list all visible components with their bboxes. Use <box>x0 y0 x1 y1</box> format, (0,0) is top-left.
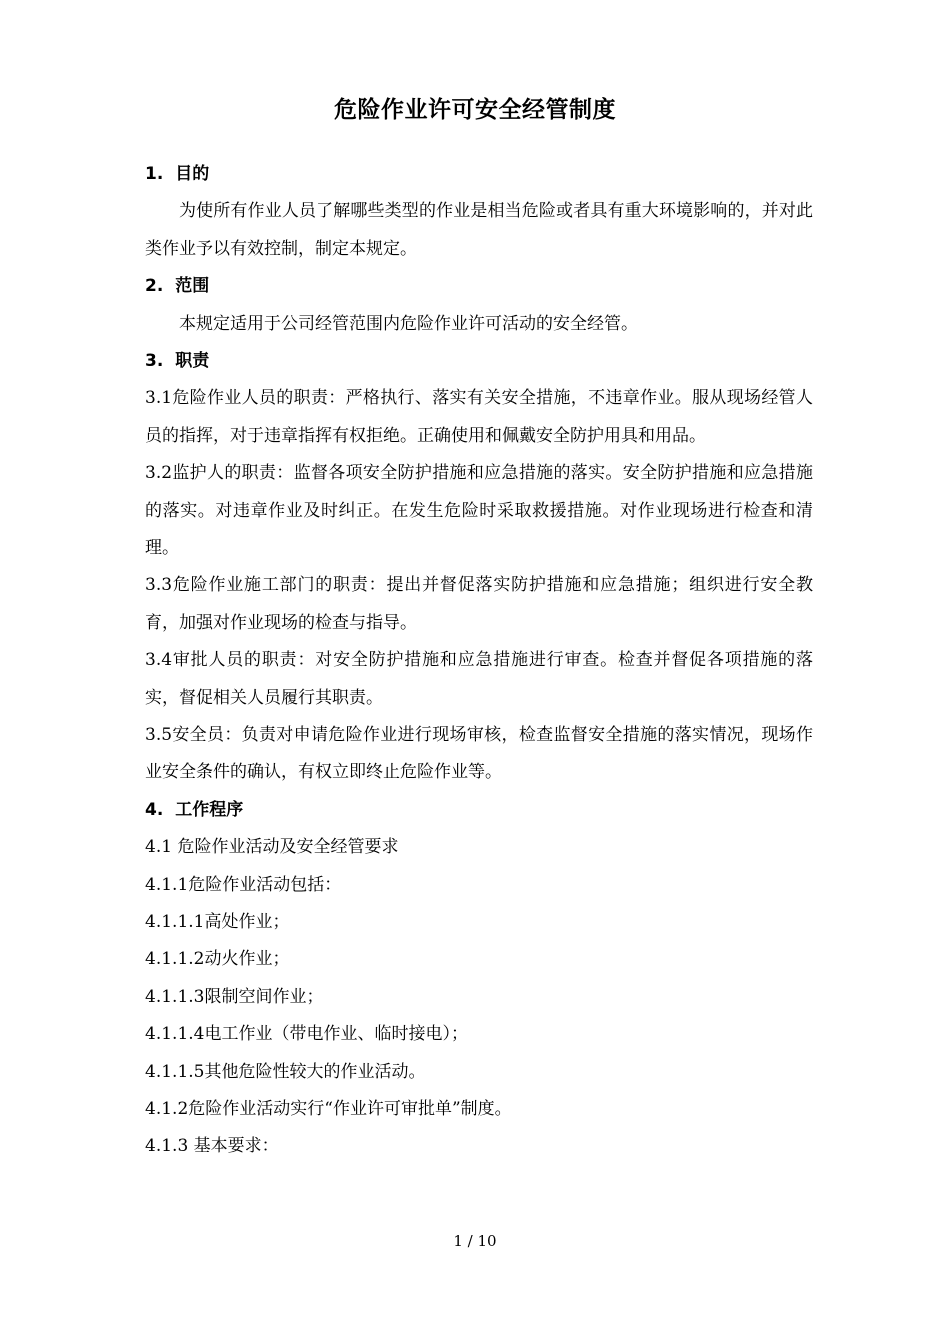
procedure-4-1-1-1: 4.1.1.1高处作业； <box>145 912 290 933</box>
section-heading-purpose <box>145 156 813 193</box>
section-heading-procedure <box>145 792 813 829</box>
procedure-4-1-3: 4.1.3 基本要求： <box>145 1136 279 1157</box>
section-title: 职责 <box>175 351 210 371</box>
section-number: 4. <box>145 799 164 820</box>
document-title: 危险作业许可安全经管制度 <box>334 97 616 123</box>
section-heading-responsibilities <box>145 343 813 380</box>
purpose-paragraph: 为使所有作业人员了解哪些类型的作业是相当危险或者具有重大环境影响的，并对此类作业予以有效控制，制定本规定。 <box>145 201 813 259</box>
procedure-4-1-1-4: 4.1.1.4电工作业（带电作业、临时接电）； <box>145 1024 468 1045</box>
scope-paragraph: 本规定适用于公司经管范围内危险作业许可活动的安全经管。 <box>179 313 638 334</box>
procedure-4-1-1-5: 4.1.1.5其他危险性较大的作业活动。 <box>145 1061 426 1082</box>
document-body <box>145 156 813 1166</box>
responsibility-3-5: 3.5安全员：负责对申请危险作业进行现场审核，检查监督安全措施的落实情况，现场作业安全条件的确认，有权立即终止危险作业等。 <box>145 725 813 783</box>
section-number: 2. <box>145 276 164 297</box>
procedure-4-1-2: 4.1.2危险作业活动实行“作业许可审批单”制度。 <box>145 1098 512 1119</box>
section-title: 目的 <box>175 164 210 184</box>
section-title: 范围 <box>175 276 210 297</box>
section-number: 3. <box>145 351 164 371</box>
responsibility-3-4: 3.4审批人员的职责：对安全防护措施和应急措施进行审查。检查并督促各项措施的落实，督促相关人员履行其职责。 <box>145 650 813 708</box>
procedure-4-1-1-2: 4.1.1.2动火作业； <box>145 949 290 970</box>
procedure-4-1-1-3: 4.1.1.3限制空间作业； <box>145 986 324 1007</box>
procedure-4-1-1: 4.1.1危险作业活动包括： <box>145 874 342 895</box>
responsibility-3-2: 3.2监护人的职责：监督各项安全防护措施和应急措施的落实。安全防护措施和应急措施的落实。对违章作业及时纠正。在发生危险时采取救援措施。对作业现场进行检查和清理。 <box>145 463 813 559</box>
section-title: 工作程序 <box>175 799 244 820</box>
responsibility-3-3: 3.3危险作业施工部门的职责：提出并督促落实防护措施和应急措施；组织进行安全教育，加强对作业现场的检查与指导。 <box>145 575 813 633</box>
section-heading-scope <box>145 268 813 305</box>
procedure-4-1: 4.1 危险作业活动及安全经管要求 <box>145 837 399 858</box>
responsibility-3-1: 3.1危险作业人员的职责：严格执行、落实有关安全措施，不违章作业。服从现场经管人员的指挥，对于违章指挥有权拒绝。正确使用和佩戴安全防护用具和用品。 <box>145 388 813 446</box>
section-number: 1. <box>145 164 164 184</box>
page-number-footer: 1 / 10 <box>453 1232 497 1250</box>
